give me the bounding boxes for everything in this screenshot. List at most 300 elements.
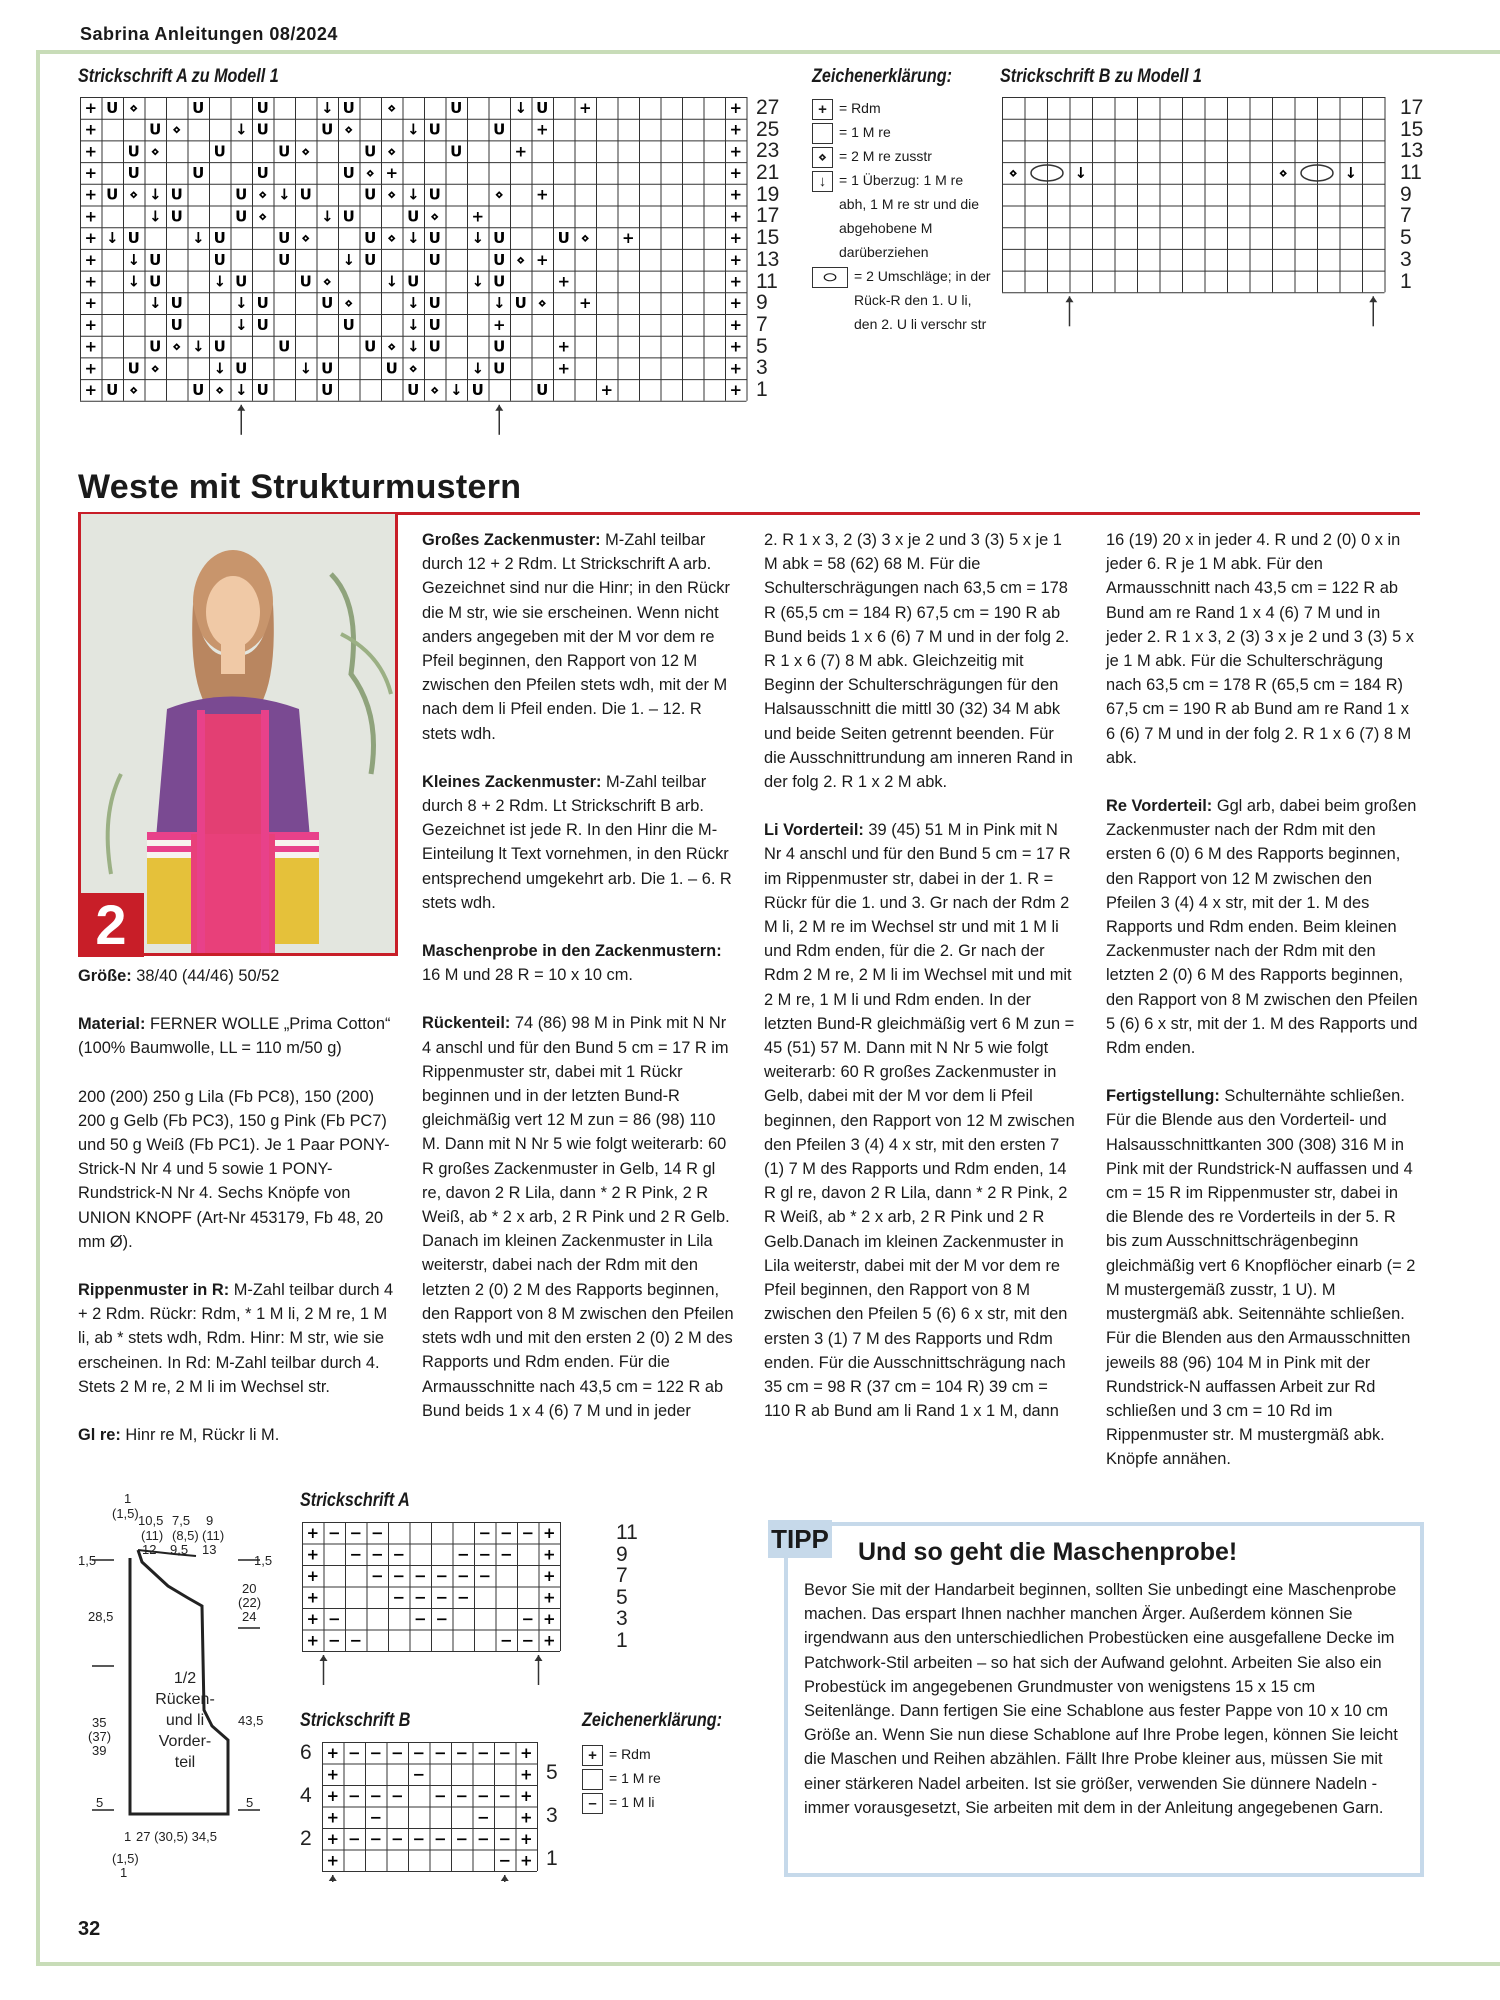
tip-title: Und so geht die Maschenprobe! [858,1538,1238,1566]
stitch-symbol: ⋄ [516,250,526,269]
legend-symbol [812,123,833,144]
stitch-symbol: + [542,1609,556,1628]
chart-b1-row-number: 3 [1400,247,1412,271]
schem-top-h: 9,5 [170,1542,189,1557]
stitch-symbol: U [278,229,291,248]
paragraph-label: Maschenprobe in den Zackenmustern: [422,942,722,961]
stitch-symbol: − [412,1743,426,1762]
schem-top-j: (11) [202,1528,225,1543]
stitch-symbol: U [235,185,248,204]
stitch-symbol: U [149,120,162,139]
schem-top-i: 9 [206,1513,214,1528]
chart-a-row-number: 25 [756,117,780,141]
stitch-symbol: − [349,1523,363,1542]
stitch-symbol: + [84,380,98,399]
paragraph: Rückenteil: 74 (86) 98 M in Pink mit N Nr 4 anschl und für den Bund 5 cm = 17 R im Rippenmuster str, dabei mit 1 Rückr beginnen und in der letzten Bund-R gleichmäßig vert 12 M zun = 86 (98) 110 M. Dann mit N Nr 5 wie folgt weiterarb: 60 R großes Zackenmuster in Gelb, 14 R gl re, davon 2 R Lila, dann * 2 R Pink, 2 R Weiß, ab * 2 x arb, 2 R Pink und 2 R Gelb. Danach im kleinen Zackenmuster in Lila weiterstr, dabei nach der Rdm mit den letzten 2 (0) 2 M des Rapports beginnen, den Rapport von 8 M zwischen den Pfeilen stets wdh und mit den ersten 2 (0) 2 M des Rapports und Rdm enden. Für die Armausschnitte nach 43,5 cm = 122 R ab Bund beids 1 x 4 (6) 7 M und in jeder [422,1014,734,1420]
stitch-symbol: ⋄ [301,229,311,248]
chart-b1-row-numbers [1400,97,1423,292]
stitch-symbol: − [498,1829,512,1848]
stitch-symbol: − [433,1786,447,1805]
chart-a-row-number: 21 [756,161,780,185]
chart-a2-row-number: 7 [616,1564,628,1587]
schem-left-4: (37) [88,1729,112,1744]
stitch-symbol: U [256,120,269,139]
stitch-symbol: U [192,380,205,399]
stitch-symbol: ⋄ [365,163,375,182]
stitch-symbol: U [127,229,140,248]
stitch-symbol: ⋄ [258,185,268,204]
stitch-symbol: − [369,1808,383,1827]
stitch-symbol: ↓ [492,294,506,313]
stitch-symbol: ⋄ [172,337,182,356]
stitch-symbol: + [84,272,98,291]
chart-b1-grid [1002,97,1392,332]
stitch-symbol: U [557,229,570,248]
legend-symbol: – [582,1793,603,1814]
stitch-symbol: U [428,294,441,313]
schem-center-label: 1/2 Rücken- und li Vorder- teil [155,1670,215,1771]
chart-a-row-number: 13 [756,247,780,271]
stitch-symbol: ⋄ [344,120,354,139]
stitch-symbol: + [84,207,98,226]
chart-b2-right-numbers [546,1762,558,1891]
stitch-symbol: − [435,1609,449,1628]
stitch-symbol: − [499,1631,513,1650]
stitch-symbol: − [390,1743,404,1762]
stitch-symbol: − [476,1743,490,1762]
stitch-symbol: U [364,250,377,269]
stitch-symbol: − [455,1786,469,1805]
stitch-symbol: + [84,142,98,161]
chart-a-row-number: 23 [756,139,780,163]
repeat-arrow-head [495,405,503,411]
stitch-symbol: + [306,1609,320,1628]
stitch-symbol: ⋄ [150,142,160,161]
paragraph: Material: FERNER WOLLE „Prima Cotton“ (100% Baumwolle, LL = 110 m/50 g) [78,1015,391,1058]
stitch-symbol: ⋄ [387,98,397,117]
schem-right-6: 5 [246,1795,254,1810]
stitch-symbol: + [621,229,635,248]
legend-item [812,120,992,144]
stitch-symbol: U [407,380,420,399]
stitch-symbol: ⋄ [129,380,139,399]
stitch-symbol: ↓ [148,207,162,226]
schem-right-2: 20 [242,1581,257,1596]
paragraph-label: Re Vorderteil: [1106,797,1213,816]
stitch-symbol: U [536,380,549,399]
stitch-symbol: − [392,1545,406,1564]
stitch-symbol: − [370,1545,384,1564]
stitch-symbol: ⋄ [408,359,418,378]
stitch-symbol: ↓ [148,294,162,313]
stitch-symbol: − [435,1566,449,1585]
legend-symbol: + [812,99,833,120]
chart-a2-row-number: 1 [616,1628,628,1652]
stitch-symbol: U [127,142,140,161]
stitch-symbol: − [370,1566,384,1585]
stitch-symbol: + [535,250,549,269]
schem-top-k: 13 [202,1542,217,1557]
stitch-symbol: U [342,315,355,334]
stitch-symbol: + [519,1851,533,1870]
schem-left-2: 28,5 [88,1609,114,1624]
stitch-symbol: ↓ [406,229,420,248]
stitch-symbol: ⋄ [150,359,160,378]
stitch-symbol: U [256,163,269,182]
stitch-symbol: ↓ [127,250,141,269]
stitch-symbol: U [342,207,355,226]
stitch-symbol: + [326,1743,340,1762]
stitch-symbol: + [557,337,571,356]
chart-a-row-number: 7 [756,312,768,336]
stitch-symbol: + [326,1786,340,1805]
stitch-symbol: U [493,359,506,378]
stitch-symbol: ⋄ [344,294,354,313]
stitch-symbol: ↓ [471,359,485,378]
stitch-symbol: + [84,337,98,356]
legend-text: = Rdm [839,100,881,116]
stitch-symbol: U [493,250,506,269]
chart-a-row-number: 15 [756,226,780,250]
stitch-symbol: U [170,315,183,334]
stitch-symbol: U [149,272,162,291]
stitch-symbol: + [729,272,743,291]
stitch-symbol: ⋄ [258,207,268,226]
stitch-symbol: U [278,250,291,269]
stitch-symbol: ↓ [234,294,248,313]
column-4 [1106,528,1420,1496]
stitch-symbol: ↓ [105,229,119,248]
stitch-symbol: U [342,163,355,182]
repeat-arrow-head [1369,296,1377,302]
schem-left-6: 5 [96,1795,104,1810]
stitch-symbol: U [536,98,549,117]
legend-item [812,168,992,264]
schem-right-4: 24 [242,1609,257,1624]
legend-item [812,96,992,120]
paragraph-label: Großes Zackenmuster: [422,531,601,549]
stitch-symbol: − [370,1523,384,1542]
chart-b1-svg [1002,97,1392,327]
stitch-symbol: ↓ [471,229,485,248]
stitch-symbol: U [428,120,441,139]
legend-item [582,1766,742,1790]
chart-b1-row-number: 17 [1400,96,1424,119]
stitch-symbol: − [499,1545,513,1564]
chart-a-row-numbers [756,97,779,401]
stitch-symbol: U [256,294,269,313]
stitch-symbol: + [84,315,98,334]
paragraph: 16 (19) 20 x in jeder 4. R und 2 (0) 0 x in jeder 6. R je 1 M abk. Für den Armausschnitt nach 43,5 cm = 122 R ab Bund am re Rand 1 x 4 (6) 7 M und in jeder 2. R 1 x 3, 2 (3) 3 x je 2 und 3 (3) 5 x je 1 M abk. Für die Schulterschrägung nach 63,5 cm = 178 R (65,5 cm = 184 R) 67,5 cm = 190 R ab Bund am re Rand 1 x 6 (6) 7 M und in der folg 2. R 1 x 6 (7) 8 M abk. [1106,531,1414,767]
chart-b2-row-number: 6 [300,1741,312,1764]
stitch-symbol: + [729,142,743,161]
schem-top-f: 7,5 [172,1513,191,1528]
stitch-symbol: + [385,163,399,182]
stitch-symbol: − [455,1829,469,1848]
stitch-symbol: ⋄ [301,142,311,161]
column-1 [78,964,396,1471]
stitch-symbol: − [478,1523,492,1542]
stitch-symbol: − [498,1851,512,1870]
stitch-symbol: − [413,1609,427,1628]
stitch-symbol: U [299,185,312,204]
chart-a2-row-number: 11 [616,1521,638,1544]
chart-b1-row-number: 9 [1400,182,1412,206]
schem-top-c: 10,5 [138,1513,164,1528]
chart-b2-grid [322,1742,542,1887]
stitch-symbol: − [476,1808,490,1827]
stitch-symbol: U [278,337,291,356]
stitch-symbol: + [542,1631,556,1650]
stitch-symbol: − [456,1545,470,1564]
chart-a-grid [80,97,750,447]
stitch-symbol: + [84,359,98,378]
stitch-symbol: + [84,250,98,269]
stitch-symbol: ↓ [1344,163,1358,182]
chart-b1-row-number: 11 [1400,161,1422,185]
stitch-symbol: + [729,359,743,378]
paragraph-label: Gl re: [78,1426,121,1445]
chart-b2-svg [322,1742,542,1882]
legend-symbol: ⋄ [812,147,833,168]
schem-top-e: 12 [142,1542,157,1557]
stitch-symbol: + [84,98,98,117]
schem-bottom-3: (1,5) [112,1851,139,1866]
stitch-symbol: ⋄ [172,120,182,139]
stitch-symbol: + [542,1588,556,1607]
schem-right-3: (22) [238,1595,262,1610]
paragraph-label: Li Vorderteil: [764,821,864,840]
stitch-symbol: − [476,1829,490,1848]
stitch-symbol: ⋄ [430,207,440,226]
paragraph: Li Vorderteil: 39 (45) 51 M in Pink mit N Nr 4 anschl und für den Bund 5 cm = 17 R im Rippenmuster str, dabei in der 1. R = Rückr für die 1. und 3. Gr nach der Rdm 2 M li, 2 M re im Wechsel str und mit 1 M li und Rdm enden, für die 2. Gr nach der Rdm 2 M re, 2 M li im Wechsel mit und mit 2 M re, 1 M li und Rdm enden. In der letzten Bund-R gleichmäßig vert 6 M zun = 45 (51) 57 M. Dann mit N Nr 5 wie folgt weiterarb: 60 R großes Zackenmuster in Gelb, dabei mit der M vor dem li Pfeil beginnen, den Rapport von 12 M zwischen den Pfeilen 3 (4) 4 x str, mit den ersten 7 (1) 7 M des Rapports und Rdm enden, 14 R gl re, davon 2 R Lila, dann * 2 R Pink, 2 R Weiß, ab * 2 x arb, 2 R Pink und 2 R Gelb.Danach im kleinen Zackenmuster in Lila weiterstr, dabei mit der M vor dem re Pfeil beginnen, den Rapport von 8 M zwischen den Pfeilen 5 (6) 6 x str, mit den ersten 3 (1) 7 M des Rapports und Rdm enden. Für die Ausschnittschrägung nach 35 cm = 98 R (37 cm = 104 R) 39 cm = 110 R ab Bund am li Rand 1 x 1 M, dann [764,821,1075,1421]
stitch-symbol: + [326,1765,340,1784]
legend-symbol: ↓ [812,171,833,192]
stitch-symbol: ⋄ [215,380,225,399]
chart-b2-left-numbers [300,1742,312,1871]
stitch-symbol: U [256,98,269,117]
chart-a2-grid [302,1522,612,1697]
stitch-symbol: + [542,1566,556,1585]
stitch-symbol: − [390,1786,404,1805]
stitch-symbol: U [364,229,377,248]
repeat-arrow-head [329,1875,337,1881]
chart-b2-row-number: 4 [300,1784,312,1807]
stitch-symbol: + [542,1545,556,1564]
stitch-symbol: − [412,1829,426,1848]
legend-text: = Rdm [609,1746,651,1762]
stitch-symbol: U [364,142,377,161]
stitch-symbol: U [213,229,226,248]
legend-item [812,144,992,168]
chart-b1-title: Strickschrift B zu Modell 1 [1000,66,1202,87]
stitch-symbol: U [428,315,441,334]
paragraph: Rippenmuster in R: M-Zahl teilbar durch 4 + 2 Rdm. Rückr: Rdm, * 1 M li, 2 M re, 1 M li, ab * stets wdh, Rdm. Hinr: M str, wie sie erscheinen. In Rd: M-Zahl teilbar durch 4. Stets 2 M re, 2 M li im Wechsel str. [78,1281,394,1396]
stitch-symbol: + [84,294,98,313]
stitch-symbol: U [364,185,377,204]
schem-bottom-1: 1 [124,1829,132,1844]
stitch-symbol: − [412,1765,426,1784]
schem-bottom-4: 1 [120,1865,128,1880]
stitch-symbol: ↓ [148,185,162,204]
stitch-symbol: U [213,142,226,161]
stitch-symbol: + [542,1523,556,1542]
stitch-symbol: − [433,1829,447,1848]
stitch-symbol: ↓ [406,337,420,356]
stitch-symbol: U [514,294,527,313]
stitch-symbol: − [413,1566,427,1585]
stitch-symbol: ↓ [320,98,334,117]
stitch-symbol: + [514,142,528,161]
schem-top-d: (11) [141,1528,164,1543]
stitch-symbol: U [170,185,183,204]
schem-right-1: 1,5 [254,1553,273,1568]
stitch-symbol: − [433,1743,447,1762]
stitch-symbol: + [578,98,592,117]
chart-b1-row-number: 13 [1400,139,1424,163]
stitch-symbol: ⋄ [322,272,332,291]
chart-a-svg [80,97,750,442]
stitch-symbol: ↓ [406,315,420,334]
legend-symbol: ⬭ [812,267,848,288]
stitch-symbol: ↓ [471,272,485,291]
chart-b1-row-number: 15 [1400,117,1424,141]
stitch-symbol: + [306,1523,320,1542]
chart-a-row-number: 11 [756,269,778,293]
repeat-arrow-head [320,1655,328,1661]
stitch-symbol: ↓ [342,250,356,269]
stitch-symbol: + [84,120,98,139]
schem-top-a: 1 [124,1491,132,1506]
legend-item [812,264,992,336]
stitch-symbol: U [385,359,398,378]
paragraph-label: Kleines Zackenmuster: [422,772,602,791]
stitch-symbol: U [106,185,119,204]
stitch-symbol: + [492,315,506,334]
chart-b2-row-number: 1 [546,1847,558,1870]
page-number: 32 [78,1918,101,1940]
stitch-symbol: U [235,207,248,226]
stitch-symbol: U [106,380,119,399]
stitch-symbol: + [578,294,592,313]
legend-text: = 1 M li [609,1794,655,1810]
column-3 [764,528,1078,1447]
stitch-symbol: + [557,272,571,291]
stitch-symbol: U [428,185,441,204]
stitch-symbol: − [435,1588,449,1607]
stitch-symbol: + [84,229,98,248]
vest-illustration [81,514,398,956]
stitch-symbol: − [456,1566,470,1585]
stitch-symbol: ⋄ [387,185,397,204]
legend-2 [582,1742,742,1814]
stitch-symbol: + [326,1808,340,1827]
stitch-symbol: + [519,1808,533,1827]
chart-a2-row-number: 3 [616,1607,628,1630]
paragraph: 200 (200) 250 g Lila (Fb PC8), 150 (200) 200 g Gelb (Fb PC3), 150 g Pink (Fb PC7) und 50 g Weiß (Fb PC1). Je 1 Paar PONY-Strick-N Nr 4 und 5 sowie 1 PONY-Rundstrick-N Nr 4. Sechs Knöpfe von UNION KNOPF (Art-Nr 453179, Fb 48, 20 mm Ø). [78,1087,390,1251]
stitch-symbol: ↓ [234,120,248,139]
stitch-symbol: ↓ [1074,163,1088,182]
stitch-symbol: − [349,1545,363,1564]
stitch-symbol: − [455,1743,469,1762]
stitch-symbol: U [299,272,312,291]
stitch-symbol: + [729,315,743,334]
stitch-symbol: + [519,1829,533,1848]
stitch-symbol: + [84,185,98,204]
stitch-symbol: U [256,315,269,334]
model-photo [78,514,398,956]
chart-b2-row-number: 2 [300,1827,312,1850]
stitch-symbol: + [729,380,743,399]
stitch-symbol: U [493,337,506,356]
schem-bottom-2: 27 (30,5) 34,5 [136,1829,217,1844]
chart-b1-row-number: 5 [1400,226,1412,250]
stitch-symbol: U [321,120,334,139]
tip-text: Bevor Sie mit der Handarbeit beginnen, sollten Sie unbedingt eine Maschenprobe machen. Das erspart Ihnen nachher manchen Ärger. Außerdem können Sie irgendwann aus den unterschiedlichen Probestücken eine ausgefallene Decke im Patchwork-Stil arbeiten – so hat sich der Aufwand gelohnt. Arbeiten Sie also ein Probestück im angegebenen Grundmuster von wenigstens 15 x 15 cm Seitenlänge. Dann fertigen Sie eine Schablone aus fester Pappe von 10 x 10 cm Größe an. Wenn Sie nun diese Schablone auf Ihre Probe legen, können Sie leicht die Maschen und Reihen abzählen. Fällt Ihre Probe kleiner aus, müssen Sie mit einer stärkeren Nadel arbeiten. Ist sie größer, verwenden Sie dünnere Nadeln - immer vorausgesetzt, Sie arbeiten mit dem in der Anleitung angegebenen Garn. [804,1581,1398,1817]
stitch-symbol: − [413,1588,427,1607]
paragraph: Größe: 38/40 (44/46) 50/52 [78,967,280,985]
stitch-symbol: ⋄ [387,142,397,161]
legend-1 [812,96,992,336]
stitch-symbol: U [407,272,420,291]
paragraph: Großes Zackenmuster: M-Zahl teilbar durch 12 + 2 Rdm. Lt Strickschrift A arb. Gezeichnet sind nur die Hinr; in den Rückr die M str, wie sie erscheinen. Wenn nicht anders angegeben mit der M vor dem re Pfeil beginnen, den Rapport von 12 M zwischen den Pfeilen stets wdh, mit der M nach dem li Pfeil enden. Die 1. – 12. R stets wdh. [422,531,730,743]
chart-a-row-number: 17 [756,204,780,228]
chart-a2-row-number: 9 [616,1542,628,1566]
stitch-symbol: + [557,359,571,378]
stitch-symbol: ⋄ [580,229,590,248]
paragraph: Kleines Zackenmuster: M-Zahl teilbar durch 8 + 2 Rdm. Lt Strickschrift B arb. Gezeichnet ist jede R. In den Hinr die M-Einteilung lt Text vornehmen, in den Rückr entsprechend umgekehrt arb. Die 1. – 6. R stets wdh. [422,772,732,912]
stitch-symbol: + [600,380,614,399]
stitch-symbol: ⋄ [129,185,139,204]
chart-b2-row-number: 3 [546,1804,558,1827]
stitch-symbol: ↓ [234,315,248,334]
paragraph: Re Vorderteil: Ggl arb, dabei beim großen Zackenmuster nach der Rdm mit den ersten 6 (0) 6 M des Rapports beginnen, den Rapport von 12 M zwischen den Pfeilen 3 (4) 4 x str, mit der 1. M des Rapports und Rdm enden. Beim kleinen Zackenmuster nach der Rdm mit den letzten 2 (0) 6 M des Rapports beginnen, den Rapport von 8 M zwischen den Pfeilen 5 (6) 6 x str, mit der 1. M des Rapports und Rdm enden. [1106,797,1418,1058]
stitch-symbol: + [306,1566,320,1585]
stitch-symbol: + [729,207,743,226]
legend-text: = 2 M re zusstr [839,148,932,164]
legend-text: = 1 M re [609,1770,661,1786]
stitch-symbol: + [326,1851,340,1870]
issue-header: Sabrina Anleitungen 08/2024 [80,24,338,44]
stitch-symbol: U [428,229,441,248]
stitch-symbol: + [729,120,743,139]
stitch-symbol: U [278,142,291,161]
legend-text: = 2 Umschläge; in der Rück-R den 1. U li, den 2. U li verschr str [854,268,991,332]
stitch-symbol: + [306,1631,320,1650]
column-2 [422,528,736,1447]
legend-item [582,1790,742,1814]
stitch-symbol: U [256,380,269,399]
stitch-symbol: − [498,1743,512,1762]
stitch-symbol: ⋄ [129,98,139,117]
legend-symbol [582,1769,603,1790]
paragraph: 2. R 1 x 3, 2 (3) 3 x je 2 und 3 (3) 5 x je 1 M abk = 58 (62) 68 M. Für die Schulterschrägungen nach 63,5 cm = 178 R (65,5 cm = 184 R) 67,5 cm = 190 R ab Bund beids 1 x 6 (6) 7 M und in der folg 2. R 1 x 6 (7) 8 M abk. Gleichzeitig mit Beginn der Schulterschrägungen für den Halsausschnitt die mittl 30 (32) 34 M abk und beide Seiten getrennt beenden. Für die Ausschnittrundung am inneren Rand in der folg 2. R 1 x 2 M abk. [764,531,1073,792]
chart-a2-row-number: 5 [616,1585,628,1609]
chart-a2-svg [302,1522,612,1692]
stitch-symbol: + [519,1743,533,1762]
stitch-symbol: ↓ [213,359,227,378]
stitch-symbol: U [321,359,334,378]
chart-a-row-number: 1 [756,377,768,401]
paragraph-label: Rückenteil: [422,1014,511,1033]
repeat-arrow-head [1066,296,1074,302]
stitch-symbol: + [729,229,743,248]
stitch-symbol: ↓ [320,207,334,226]
chart-b1-row-number: 1 [1400,269,1412,293]
stitch-symbol: − [478,1545,492,1564]
legend-symbol: + [582,1745,603,1766]
stitch-symbol: − [369,1743,383,1762]
